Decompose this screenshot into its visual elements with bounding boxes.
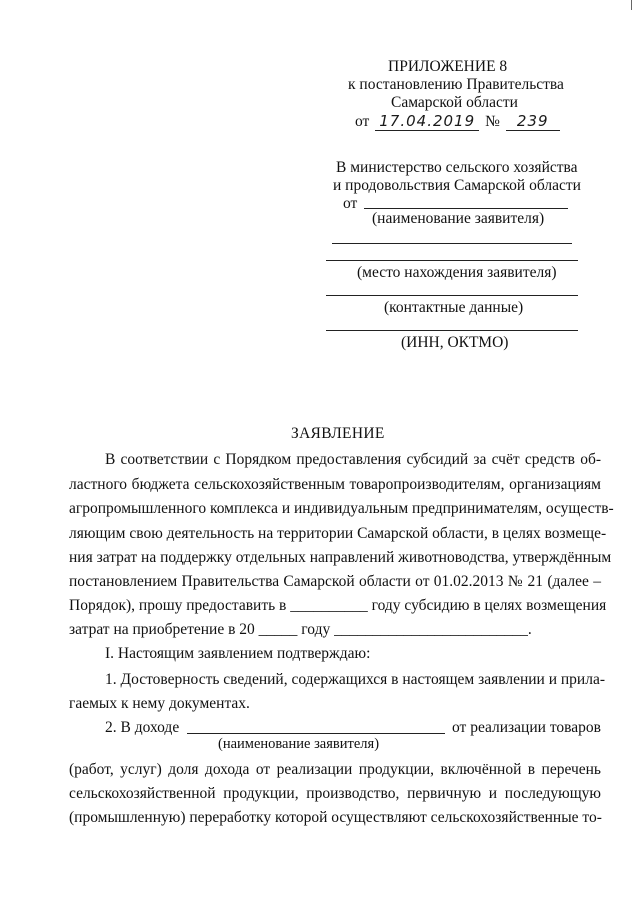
appendix-number-label: № xyxy=(485,113,500,130)
item2-line-4: (промышленную) переработку которой осуществляют сельскохозяйственные то- xyxy=(69,809,602,826)
item2-applicant-rule xyxy=(187,733,445,734)
inn-rule xyxy=(326,330,578,331)
section-1-heading: I. Настоящим заявлением подтверждаю: xyxy=(105,645,371,662)
p1-line-4: ляющим свою деятельность на территории Самарской области, в целях возмеще- xyxy=(69,525,607,542)
item2-line-2: (работ, услуг) доля дохода от реализации продукции, включённой в перечень xyxy=(69,761,601,778)
appendix-date-handwritten: 17.04.2019 xyxy=(375,112,479,131)
p1-line-2: ластного бюджета сельскохозяйственным товаропроизводителям, организациям xyxy=(69,476,601,493)
applicant-name-rule xyxy=(364,208,568,209)
appendix-number-handwritten: 239 xyxy=(506,112,560,131)
addressee-line-1: В министерство сельского хозяйства xyxy=(336,159,578,176)
item2-line-3: сельскохозяйственной продукции, производство, первичную и последующую xyxy=(69,785,601,802)
appendix-from-label: от xyxy=(355,113,370,130)
p1-line-7: Порядок), прошу предоставить в __________ году субсидию в целях возмещения xyxy=(69,597,607,614)
p1-line-8: затрат на приобретение в 20 _____ году _________________________. xyxy=(69,621,532,638)
caption-contacts: (контактные данные) xyxy=(384,299,524,316)
addressee-from-label: от xyxy=(343,195,358,212)
extra-rule-1 xyxy=(332,243,572,244)
location-rule xyxy=(326,260,578,261)
p1-line-6: постановлением Правительства Самарской области от 01.02.2013 № 21 (далее – xyxy=(69,573,601,590)
item2-caption: (наименование заявителя) xyxy=(218,736,380,752)
scan-mark xyxy=(631,0,632,10)
caption-inn: (ИНН, ОКТМО) xyxy=(401,334,509,351)
item2-end: от реализации товаров xyxy=(452,719,601,736)
item1-line-2: гаемых к нему документах. xyxy=(69,695,250,712)
caption-applicant-name: (наименование заявителя) xyxy=(372,210,545,227)
p1-line-3: агропромышленного комплекса и индивидуальным предпринимателям, осуществ- xyxy=(69,500,614,517)
p1-line-1: В соответствии с Порядком предоставления субсидий за счёт средств об- xyxy=(105,451,601,468)
appendix-date-line xyxy=(355,112,560,131)
contacts-rule xyxy=(326,295,578,296)
appendix-line-region: Самарской области xyxy=(391,94,518,111)
p1-line-5: ния затрат на поддержку отдельных направлений животноводства, утверждённым xyxy=(69,549,612,566)
item2-start: 2. В доходе xyxy=(105,719,180,736)
appendix-title: ПРИЛОЖЕНИЕ 8 xyxy=(388,58,508,75)
appendix-line-resolution: к постановлению Правительства xyxy=(348,76,564,93)
caption-location: (место нахождения заявителя) xyxy=(357,264,557,281)
statement-title: ЗАЯВЛЕНИЕ xyxy=(291,425,385,442)
item1-line-1: 1. Достоверность сведений, содержащихся в настоящем заявлении и прила- xyxy=(105,671,605,688)
addressee-line-2: и продовольствия Самарской области xyxy=(333,177,581,194)
